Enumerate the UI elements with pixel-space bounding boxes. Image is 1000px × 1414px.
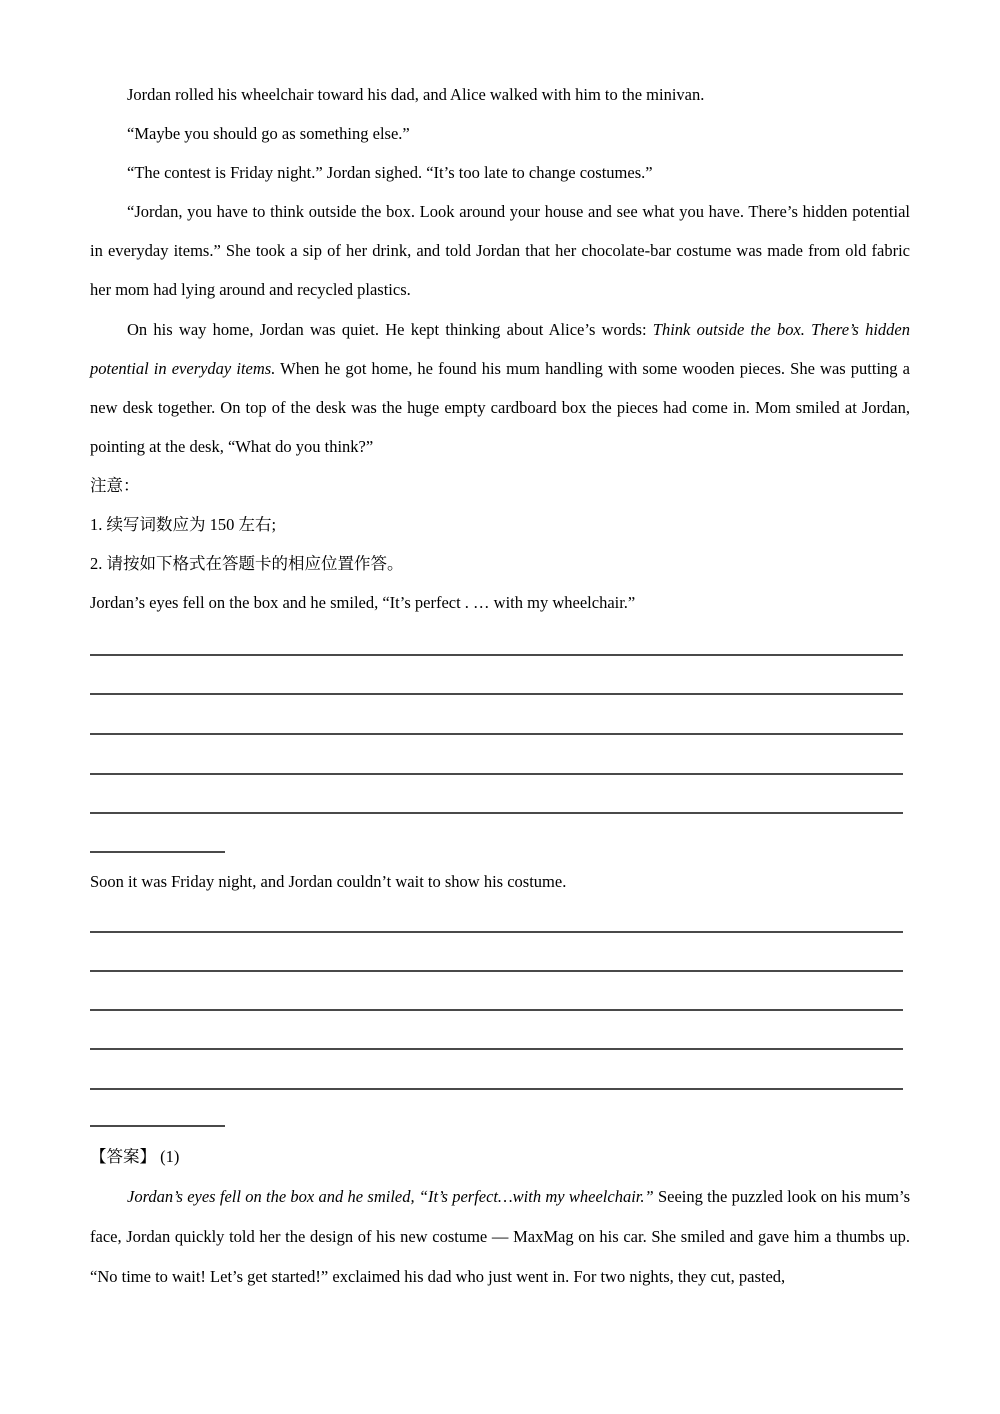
answer-paragraph — [90, 1177, 910, 1297]
answer-blank-line — [90, 1048, 903, 1050]
story-paragraph-3: “The contest is Friday night.” Jordan sighed. “It’s too late to change costumes.” — [127, 163, 653, 183]
answer-blank-line — [90, 733, 903, 735]
answer-format-example: Jordan’s eyes fell on the box and he smiled, “It’s perfect . … with my wheelchair.” — [90, 593, 636, 613]
answer-blank-line — [90, 773, 903, 775]
answer-blank-line — [90, 970, 903, 972]
notes-heading: 注意： — [90, 475, 140, 495]
answer-opening-italic: Jordan’s eyes fell on the box and he smiled, “It’s perfect…with my wheelchair.” — [127, 1187, 654, 1206]
story-paragraph-4: “Jordan, you have to think outside the box. Look around your house and see what you have. There’s hidden potential in everyday items.” She took a sip of her drink, and told Jordan that her chocolate-bar costume was made from old fabric her mom had lying around and recycled plastics. — [90, 202, 910, 300]
answer-blank-line — [90, 931, 903, 933]
answer-blank-line-short — [90, 1125, 225, 1127]
answer-body-text: Seeing the puzzled look on his mum’s face, Jordan quickly told her the design of his new costume — MaxMag on his car. She smiled and gave him a thumbs up. “No time to wait! Let’s get started!” exclaimed his dad who just went in. For two nights, they cut, pasted, — [90, 1187, 910, 1286]
note-item-2: 2. 请按如下格式在答题卡的相应位置作答。 — [90, 554, 404, 574]
answer-blank-line — [90, 1088, 903, 1090]
story-text-italic: Think outside the box. There’s hidden potential in everyday items. — [90, 319, 910, 378]
answer-blank-line — [90, 693, 903, 695]
answer-blank-line-short — [90, 851, 225, 853]
story-text-before-italic: On his way home, Jordan was quiet. He kept thinking about Alice’s words: — [127, 319, 653, 339]
story-paragraph-2: “Maybe you should go as something else.” — [127, 124, 410, 144]
story-paragraph-1: Jordan rolled his wheelchair toward his dad, and Alice walked with him to the minivan. — [127, 85, 705, 104]
note-item-1: 1. 续写词数应为 150 左右; — [90, 515, 277, 535]
answer-label: 【答案】 (1) — [90, 1147, 180, 1166]
second-paragraph-lead: Soon it was Friday night, and Jordan couldn’t wait to show his costume. — [90, 872, 567, 891]
answer-blank-line — [90, 812, 903, 814]
answer-blank-line — [90, 1009, 903, 1011]
answer-blank-line — [90, 654, 903, 656]
story-section — [90, 75, 910, 622]
story-paragraph-5 — [90, 310, 910, 466]
story-text-after-italic: When he got home, he found his mum handling with some wooden pieces. She was putting a new desk together. On top of the desk was the huge empty cardboard box the pieces had come in. Mom smiled at Jordan, pointing at the desk, “What do you think?” — [90, 358, 910, 456]
